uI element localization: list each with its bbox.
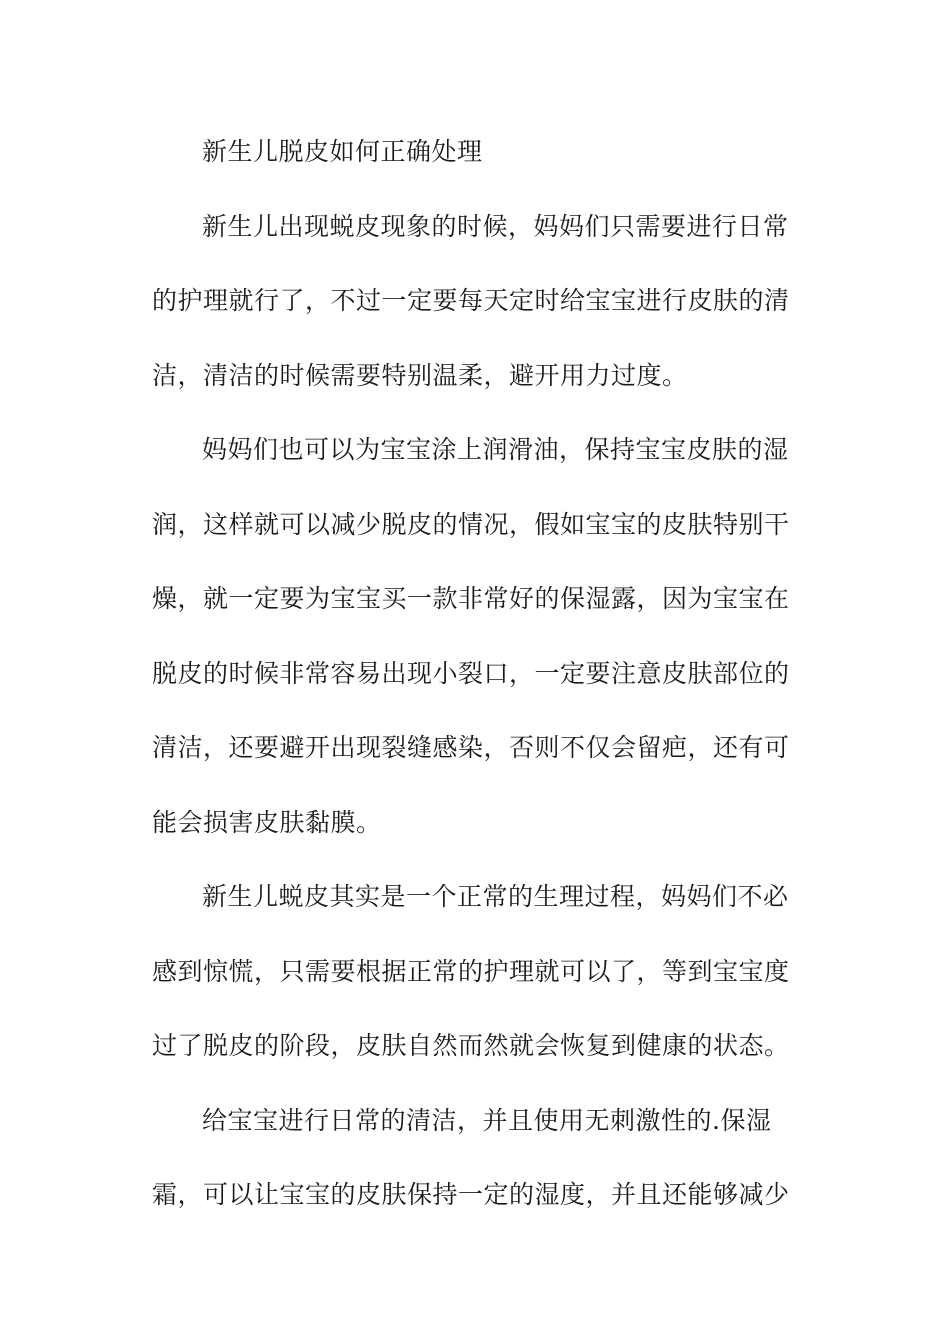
- paragraph-line: 新生儿蜕皮其实是一个正常的生理过程，妈妈们不必: [202, 882, 789, 911]
- paragraph-line: 燥，就一定要为宝宝买一款非常好的保湿露，因为宝宝在: [152, 584, 790, 613]
- paragraph-line: 的护理就行了，不过一定要每天定时给宝宝进行皮肤的清: [152, 286, 790, 315]
- paragraph-line: 清洁，还要避开出现裂缝感染，否则不仅会留疤，还有可: [152, 733, 790, 762]
- paragraph-line: 脱皮的时候非常容易出现小裂口，一定要注意皮肤部位的: [152, 659, 790, 688]
- document-title: 新生儿脱皮如何正确处理: [202, 137, 483, 166]
- paragraph-line: 妈妈们也可以为宝宝涂上润滑油，保持宝宝皮肤的湿: [202, 435, 789, 464]
- paragraph-line: 能会损害皮肤黏膜。: [152, 808, 382, 837]
- paragraph-line: 洁，清洁的时候需要特别温柔，避开用力过度。: [152, 361, 688, 390]
- paragraph-line: 霜，可以让宝宝的皮肤保持一定的湿度，并且还能够减少: [152, 1180, 790, 1209]
- paragraph-line: 给宝宝进行日常的清洁，并且使用无刺激性的.保湿: [202, 1106, 772, 1135]
- paragraph-line: 感到惊慌，只需要根据正常的护理就可以了，等到宝宝度: [152, 957, 790, 986]
- paragraph-line: 过了脱皮的阶段，皮肤自然而然就会恢复到健康的状态。: [152, 1031, 790, 1060]
- paragraph-line: 新生儿出现蜕皮现象的时候，妈妈们只需要进行日常: [202, 212, 789, 241]
- paragraph-line: 润，这样就可以减少脱皮的情况，假如宝宝的皮肤特别干: [152, 510, 790, 539]
